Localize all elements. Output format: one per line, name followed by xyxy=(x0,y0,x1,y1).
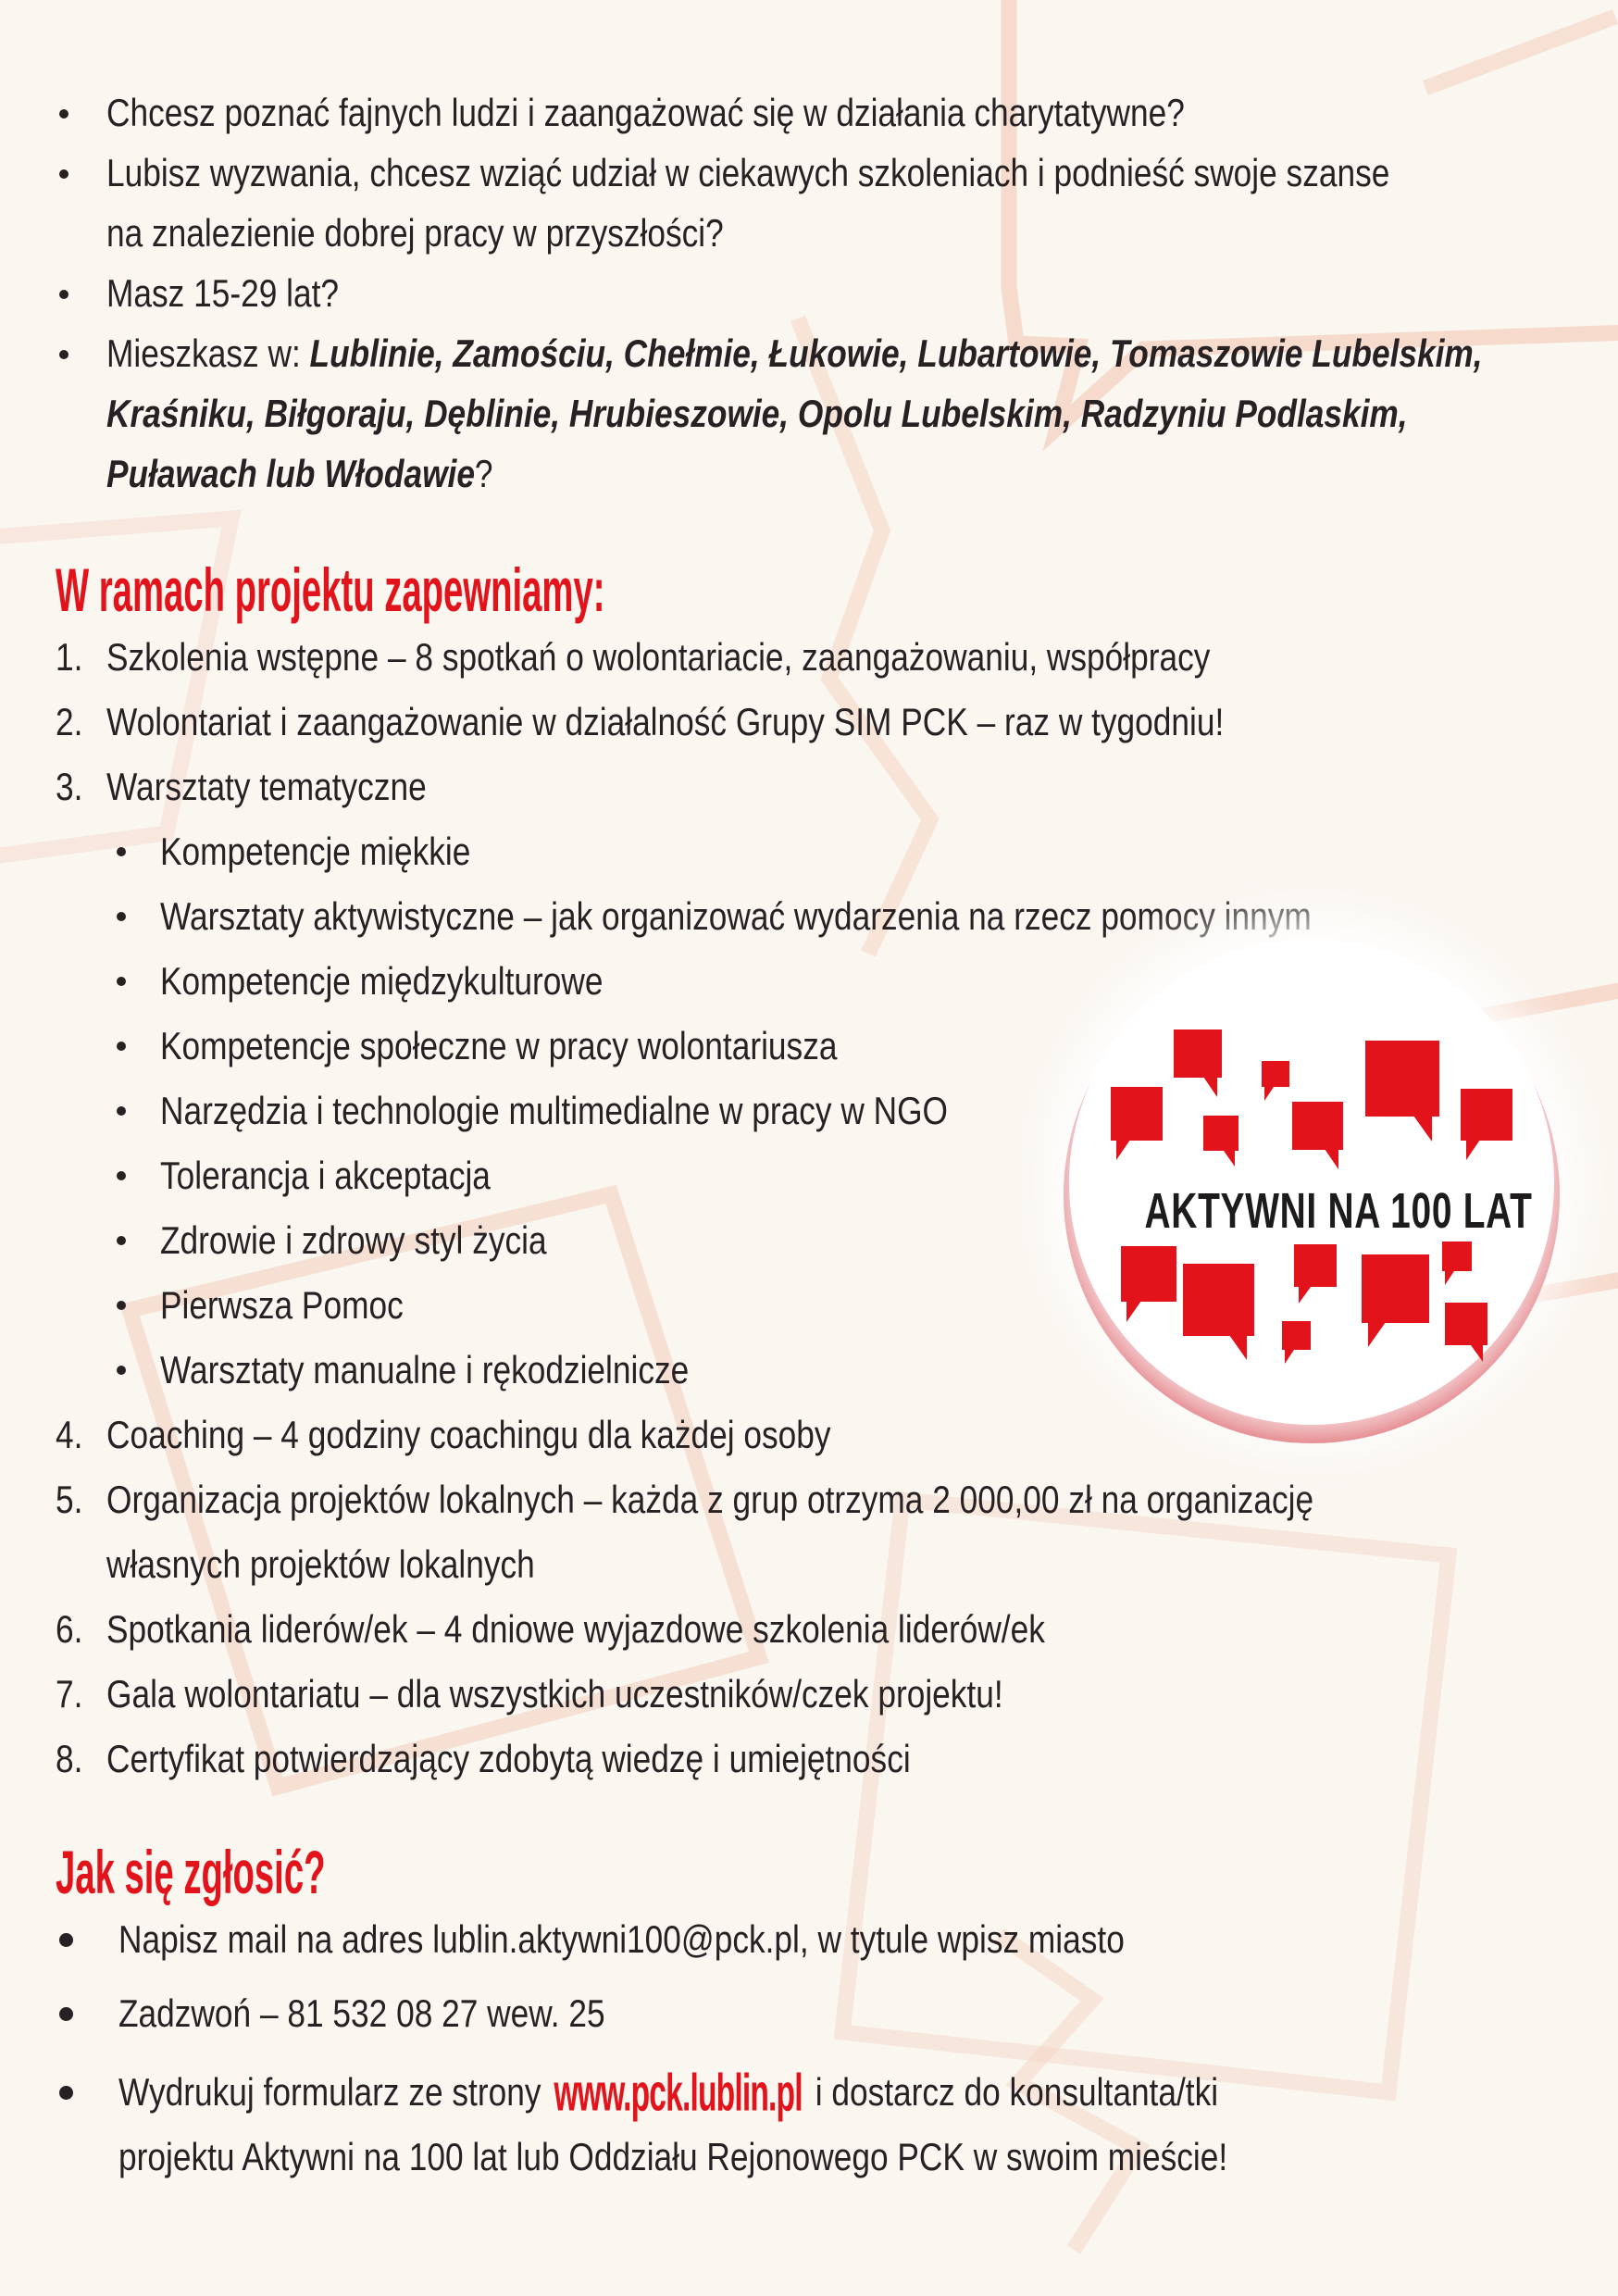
workshop-item-text: Narzędzia i technologie multimedialne w pracy w NGO xyxy=(160,1088,948,1132)
item-number: 1. xyxy=(56,635,83,679)
speech-bubble-icon xyxy=(1362,1254,1429,1323)
list-item-continuation xyxy=(56,384,1618,444)
residence-prefix: Mieszkasz w: xyxy=(106,331,310,376)
workshop-item-text: Warsztaty aktywistyczne – jak organizować wydarzenia na rzecz pomocy innym xyxy=(160,893,1312,938)
workshop-item-text: Kompetencje międzykulturowe xyxy=(160,958,604,1003)
list-item xyxy=(56,324,1618,384)
apply-list xyxy=(56,1909,1438,2190)
bullet-icon xyxy=(117,1301,126,1310)
numbered-item-continuation xyxy=(56,1532,1544,1597)
speech-bubble-icon xyxy=(1121,1246,1176,1302)
bullet-icon xyxy=(59,350,68,359)
speech-bubble-icon xyxy=(1461,1089,1512,1141)
numbered-item-text: Wolontariat i zaangażowanie w działalność Grupy SIM PCK – raz w tygodniu! xyxy=(106,699,1225,743)
speech-bubble-icon xyxy=(1442,1242,1472,1271)
intro-bullet-2-line2: na znalezienie dobrej pracy w przyszłości? xyxy=(106,211,724,256)
intro-bullet-3-text: Masz 15-29 lat? xyxy=(106,271,340,316)
logo-circle xyxy=(1069,940,1554,1425)
numbered-item-text: Gala wolontariatu – dla wszystkich uczestników/czek projektu! xyxy=(106,1671,1003,1716)
numbered-item-text: Certyfikat potwierdzający zdobytą wiedzę i umiejętności xyxy=(106,1736,911,1780)
list-item-continuation xyxy=(56,2125,1438,2190)
item-number: 3. xyxy=(56,765,83,808)
residence-cities-line3-wrap xyxy=(106,453,493,495)
logo-title-wrap xyxy=(1069,1182,1554,1240)
numbered-item xyxy=(56,1467,1544,1532)
workshop-item-text: Pierwsza Pomoc xyxy=(160,1282,404,1327)
bullet-icon xyxy=(117,1236,126,1245)
speech-bubble-icon xyxy=(1294,1244,1337,1287)
item-number: 6. xyxy=(56,1607,83,1651)
bullet-marker xyxy=(113,1042,160,1051)
bullet-marker xyxy=(113,1301,160,1310)
item-number: 4. xyxy=(56,1413,83,1456)
bullet-icon xyxy=(117,977,126,986)
bullet-marker xyxy=(56,1933,118,1947)
numbered-item xyxy=(56,625,1544,690)
workshop-item-text: Tolerancja i akceptacja xyxy=(160,1153,491,1197)
bullet-marker xyxy=(113,1171,160,1180)
numbered-item xyxy=(56,1727,1544,1791)
bullet-marker xyxy=(113,912,160,921)
bullet-marker xyxy=(113,977,160,986)
bullet-marker xyxy=(113,1106,160,1116)
workshop-item-text: Zdrowie i zdrowy styl życia xyxy=(160,1217,547,1262)
bullet-marker xyxy=(113,1236,160,1245)
intro-bullet-1-text: Chcesz poznać fajnych ludzi i zaangażować się w działania charytatywne? xyxy=(106,91,1185,135)
residence-cities-line1: Lublinie, Zamościu, Chełmie, Łukowie, Lubartowie, Tomaszowie Lubelskim, xyxy=(309,331,1483,376)
bullet-icon xyxy=(117,847,126,856)
bullet-marker xyxy=(56,290,106,299)
numbered-item xyxy=(56,755,1544,819)
residence-cities-line3: Puławach lub Włodawie xyxy=(106,452,475,496)
bullet-icon xyxy=(117,1042,126,1051)
apply-email-text: Napisz mail na adres lublin.aktywni100@pck.pl, w tytule wpisz miasto xyxy=(118,1916,1125,1961)
speech-bubble-icon xyxy=(1111,1087,1163,1141)
workshop-item-text: Warsztaty manualne i rękodzielnicze xyxy=(160,1347,690,1391)
apply-form-prefix: Wydrukuj formularz ze strony xyxy=(118,2069,551,2114)
residence-cities-line2: Kraśniku, Biłgoraju, Dęblinie, Hrubieszowie, Opolu Lubelskim, Radzyniu Podlaskim, xyxy=(106,392,1408,436)
bullet-icon xyxy=(59,169,68,179)
list-item-continuation xyxy=(56,444,1618,505)
numbered-item xyxy=(56,1662,1544,1727)
intro-bullet-2-line1: Lubisz wyzwania, chcesz wziąć udział w ciekawych szkoleniach i podnieść swoje szanse xyxy=(106,151,1390,195)
provide-section-heading-block xyxy=(56,553,1002,627)
speech-bubble-icon xyxy=(1365,1041,1439,1117)
list-item xyxy=(56,144,1618,204)
bullet-icon xyxy=(59,290,68,299)
item-number: 7. xyxy=(56,1672,83,1716)
bullet-marker xyxy=(56,350,106,359)
section-heading: W ramach projektu zapewniamy: xyxy=(56,555,605,624)
bullet-marker xyxy=(113,847,160,856)
workshop-item-text: Kompetencje społeczne w pracy wolontariusza xyxy=(160,1023,838,1067)
item-number: 5. xyxy=(56,1478,83,1521)
numbered-item-text: własnych projektów lokalnych xyxy=(106,1541,535,1586)
bullet-marker xyxy=(56,2086,118,2100)
bullet-icon xyxy=(59,2007,73,2021)
speech-bubble-icon xyxy=(1203,1116,1238,1151)
apply-section-heading-block xyxy=(56,1835,521,1909)
bullet-marker xyxy=(56,2007,118,2021)
bullet-icon xyxy=(59,2086,73,2100)
residence-suffix: ? xyxy=(474,452,493,496)
bullet-icon xyxy=(59,109,68,119)
list-item xyxy=(56,264,1618,324)
bullet-marker xyxy=(56,169,106,179)
list-item xyxy=(56,83,1618,144)
speech-bubble-icon xyxy=(1292,1102,1343,1150)
item-number: 2. xyxy=(56,700,83,743)
bullet-icon xyxy=(117,1366,126,1375)
numbered-item-text: Szkolenia wstępne – 8 spotkań o wolontariacie, zaangażowaniu, współpracy xyxy=(106,634,1211,679)
workshop-item-text: Kompetencje miękkie xyxy=(160,829,471,873)
speech-bubble-icon xyxy=(1174,1029,1222,1078)
bullet-marker xyxy=(113,1366,160,1375)
bullet-icon xyxy=(117,1171,126,1180)
numbered-item-text: Coaching – 4 godziny coachingu dla każdej osoby xyxy=(106,1412,831,1456)
numbered-item xyxy=(56,690,1544,755)
list-item xyxy=(56,2060,1438,2125)
list-item-continuation xyxy=(56,204,1618,264)
bullet-marker xyxy=(56,109,106,119)
apply-form-line1 xyxy=(118,2064,1219,2123)
speech-bubble-icon xyxy=(1183,1264,1254,1336)
list-item xyxy=(56,1983,1438,2044)
numbered-item-text: Organizacja projektów lokalnych – każda z grup otrzyma 2 000,00 zł na organizację xyxy=(106,1477,1314,1521)
apply-phone-text: Zadzwoń – 81 532 08 27 wew. 25 xyxy=(118,1990,605,2035)
bullet-icon xyxy=(117,912,126,921)
bullet-icon xyxy=(59,1933,73,1947)
apply-form-suffix: i dostarcz do konsultanta/tki xyxy=(805,2069,1219,2114)
item-number: 8. xyxy=(56,1737,83,1780)
intro-bullet-list xyxy=(56,83,1618,505)
list-item xyxy=(56,1909,1438,1970)
workshop-item xyxy=(113,819,1544,884)
logo-title: AKTYWNI NA 100 LAT xyxy=(1144,1183,1533,1239)
website-link[interactable]: www.pck.lublin.pl xyxy=(554,2064,803,2123)
section-heading: Jak się zgłosić? xyxy=(56,1838,326,1906)
numbered-item xyxy=(56,1597,1544,1662)
speech-bubble-icon xyxy=(1445,1303,1487,1345)
apply-form-line2: projektu Aktywni na 100 lat lub Oddziału Rejonowego PCK w swoim mieście! xyxy=(118,2134,1228,2178)
numbered-item-text: Spotkania liderów/ek – 4 dniowe wyjazdowe szkolenia liderów/ek xyxy=(106,1606,1045,1651)
intro-bullet-4-line1 xyxy=(106,332,1483,375)
speech-bubble-icon xyxy=(1282,1321,1311,1350)
speech-bubble-icon xyxy=(1262,1061,1289,1087)
bullet-icon xyxy=(117,1106,126,1116)
numbered-item-text: Warsztaty tematyczne xyxy=(106,764,427,808)
workshop-item xyxy=(113,884,1544,949)
